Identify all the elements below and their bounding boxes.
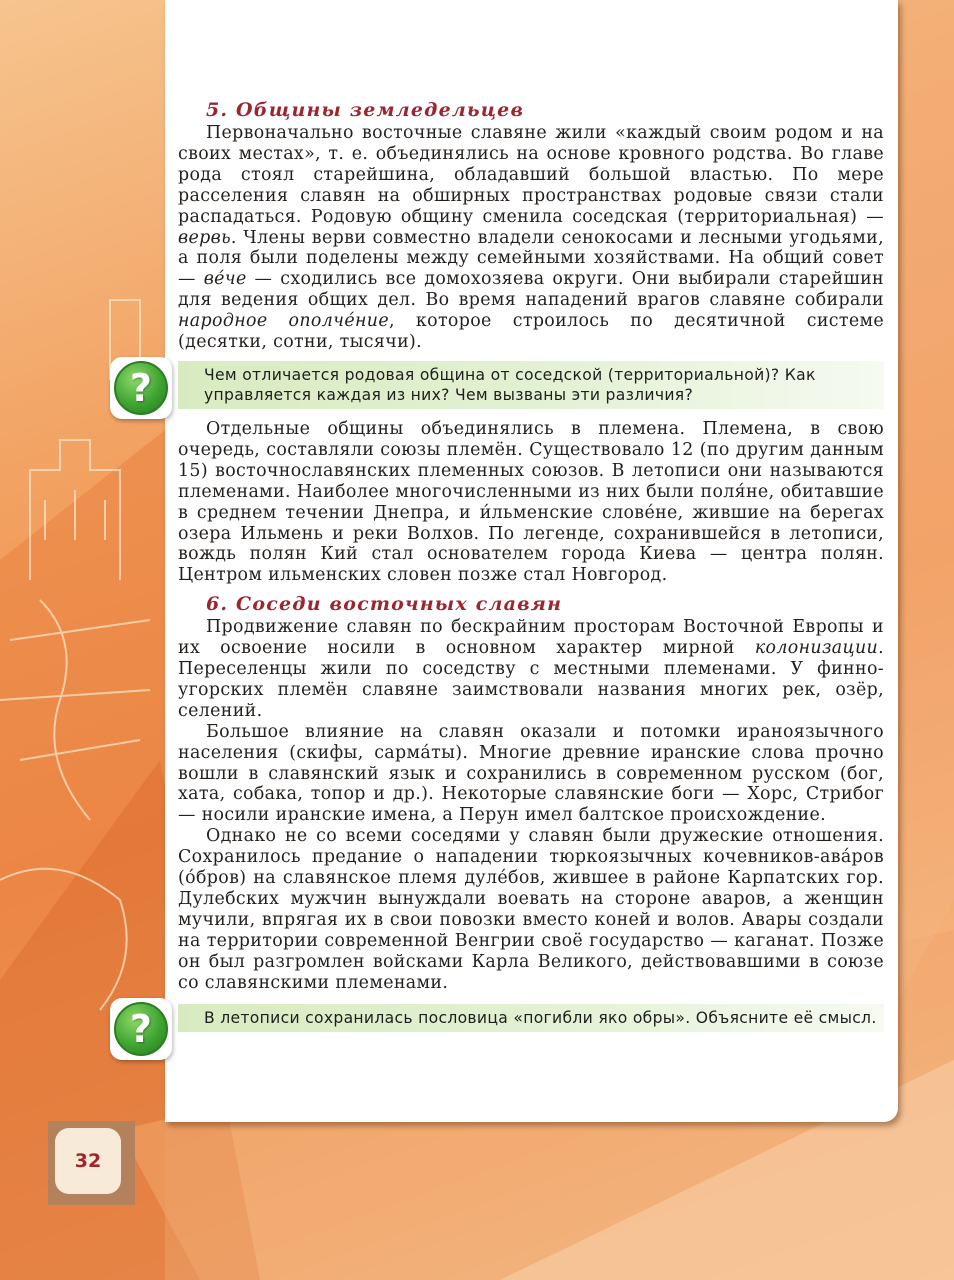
paragraph: Большое влияние на славян оказали и потомки ираноязычного населения (скифы, сарма́ты). Многие древние иранские слова прочно вошли в славянский язык и сохранились в современном русском (бог, хата, собака, топор и др.). Некоторые славянские боги — Хорс, Стрибог — носили иранские имена, а Перун имел балтское происхождение.	[178, 721, 884, 826]
section-heading: 6. Соседи восточных славян	[206, 593, 563, 616]
question-badge	[110, 357, 172, 419]
term: народное ополче́ние	[178, 311, 389, 332]
paragraph: Продвижение славян по бескрайним просторам Восточной Европы и их освоение носили в основном характер мирной колонизации. Переселенцы жили по соседству с местными племенами. У финно-угорских племён славяне заимствовали названия многих рек, озёр, селений.	[178, 617, 884, 721]
question-icon: ?	[114, 1002, 168, 1056]
term: вервь	[178, 227, 231, 248]
page-number-box	[48, 1121, 135, 1205]
page-number: 32	[55, 1128, 121, 1194]
term: ве́че	[203, 269, 247, 290]
question-text: Чем отличается родовая община от соседской (территориальной)? Как управляется каждая из них? Чем вызваны эти различия?	[204, 365, 816, 404]
question-icon: ?	[114, 361, 168, 415]
paragraph: Первоначально восточные славяне жили «каждый своим родом и на своих местах», т. е. объединялись на основе кровного родства. Во главе рода стоял старейшина, обладавший большой властью. По мере расселения славян на обширных пространствах родовые связи стали распадаться. Родовую общину сменила соседская (территориальная) — вервь. Члены верви совместно владели сенокосами и лесными угодьями, а поля были поделены между семейными хозяйствами. На общий совет — ве́че — сходились все домохозяева округи. Они выбирали старейшин для ведения общих дел. Во время нападений врагов славяне собирали народное ополче́ние, которое строилось по десятичной системе (десятки, сотни, тысячи).	[178, 123, 885, 353]
term: колонизации	[754, 638, 879, 659]
paragraph: Однако не со всеми соседями у славян были дружеские отношения. Сохранилось предание о нападении тюркоязычных кочевников-ава́ров (о́бров) на славянское племя дуле́бов, жившее в районе Карпатских гор. Дулебских мужчин вынуждали воевать на стороне аваров, а женщин мучили, впрягая их в свои повозки вместо коней и волов. Авары создали на территории современной Венгрии своё государство — каганат. Позже он был разгромлен войсками Карла Великого, действовавшими в союзе со славянскими племенами.	[178, 826, 884, 993]
question-badge	[110, 998, 172, 1060]
question-box	[129, 361, 884, 410]
paragraph: Отдельные общины объединялись в племена. Племена, в свою очередь, составляли союзы племён. Существовало 12 (по другим данным 15) восточнославянских племенных союзов. В летописи они называются племенами. Наиболее многочисленными из них были поля́не, обитавшие в среднем течении Днепра, и и́льменские слове́не, жившие на берегах озера Ильмень и реки Волхов. По легенде, сохранившейся в летописи, вождь полян Кий стал основателем города Киева — центра полян. Центром ильменских словен позже стал Новгород.	[178, 418, 884, 586]
section-heading: 5. Общины земледельцев	[206, 99, 525, 121]
question-text: В летописи сохранилась пословица «погибли яко обры». Объясните её смысл.	[204, 1008, 877, 1027]
question-box	[129, 1004, 884, 1051]
page-content	[129, 98, 885, 1051]
